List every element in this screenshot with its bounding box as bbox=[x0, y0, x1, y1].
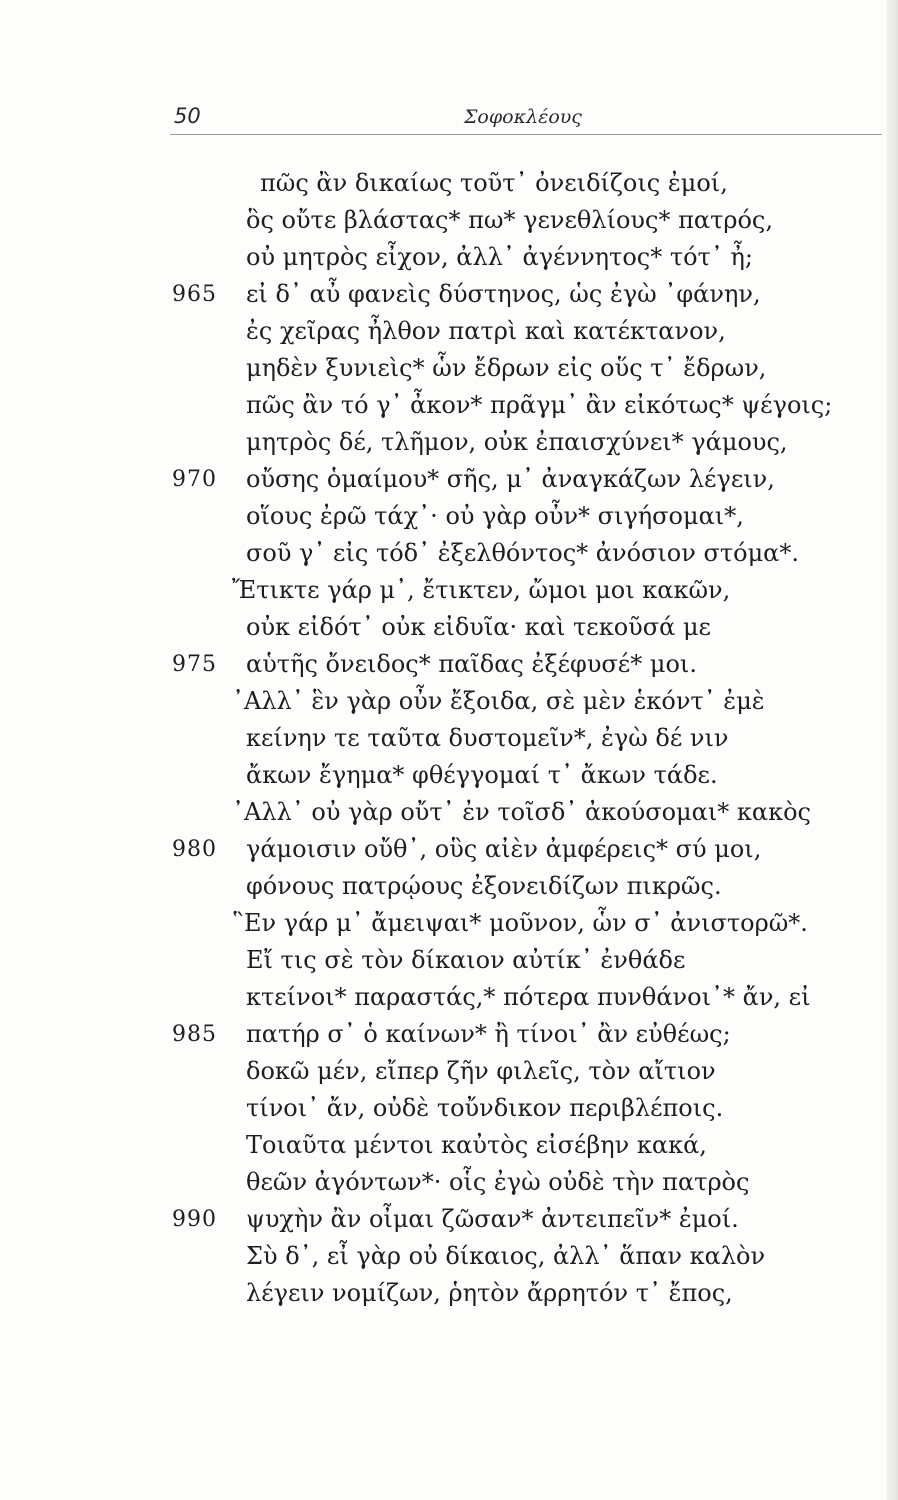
verse-line bbox=[0, 239, 898, 276]
verse-text: ῝Εν γάρ μ᾿ ἄμειψαι* μοῦνον, ὧν σ᾿ ἀνιστορῶ*. bbox=[232, 909, 808, 937]
page-number: 50 bbox=[174, 104, 201, 128]
verse-text: οὐκ εἰδότ᾿ οὐκ εἰδυῖα· καὶ τεκοῦσά με bbox=[246, 613, 711, 641]
verse-line bbox=[0, 1127, 898, 1164]
verse-text: λέγειν νομίζων, ῥητὸν ἄρρητόν τ᾿ ἔπος, bbox=[246, 1279, 733, 1307]
verse-line bbox=[0, 979, 898, 1016]
verse-line bbox=[0, 1201, 898, 1238]
verse-text: οὐ μητρὸς εἶχον, ἀλλ᾿ ἀγέννητος* τότ᾿ ἦ; bbox=[246, 243, 753, 271]
verse-line bbox=[0, 720, 898, 757]
verse-line bbox=[0, 757, 898, 794]
verse-line bbox=[0, 1238, 898, 1275]
verse-line bbox=[0, 461, 898, 498]
verse-line bbox=[0, 1275, 898, 1312]
verse-line bbox=[0, 646, 898, 683]
verse-text: σοῦ γ᾿ εἰς τόδ᾿ ἐξελθόντος* ἀνόσιον στόμα*. bbox=[246, 539, 800, 567]
verse-line bbox=[0, 202, 898, 239]
verse-text: φόνους πατρῴους ἐξονειδίζων πικρῶς. bbox=[246, 872, 722, 900]
line-number: 970 bbox=[172, 467, 217, 492]
verse-line bbox=[0, 868, 898, 905]
verse-text: Εἴ τις σὲ τὸν δίκαιον αὐτίκ᾿ ἐνθάδε bbox=[246, 946, 686, 974]
verse-text: αὑτῆς ὄνειδος* παῖδας ἐξέφυσέ* μοι. bbox=[246, 650, 697, 678]
verse-line bbox=[0, 831, 898, 868]
verse-line bbox=[0, 609, 898, 646]
line-number: 980 bbox=[172, 837, 217, 862]
verse-text: οἵους ἐρῶ τάχ᾿· οὐ γὰρ οὖν* σιγήσομαι*, bbox=[246, 502, 744, 530]
verse-text: ὃς οὔτε βλάστας* πω* γενεθλίους* πατρός, bbox=[246, 206, 773, 234]
running-title: Σοφοκλέους bbox=[464, 106, 582, 128]
verse-line bbox=[0, 424, 898, 461]
verse-text: κτείνοι* παραστάς,* πότερα πυνθάνοι᾿* ἄν, εἰ bbox=[246, 983, 811, 1011]
verse-text: γάμοισιν οὔθ᾿, οὓς αἰὲν ἀμφέρεις* σύ μοι, bbox=[246, 835, 762, 863]
verse-line bbox=[0, 535, 898, 572]
verse-text: πῶς ἂν δικαίως τοῦτ᾿ ὀνειδίζοις ἐμοί, bbox=[260, 169, 728, 197]
verse-text: κείνην τε ταῦτα δυστομεῖν*, ἐγὼ δέ νιν bbox=[246, 724, 729, 752]
header-rule bbox=[170, 134, 882, 135]
verse-text: Σὺ δ᾿, εἶ γὰρ οὐ δίκαιος, ἀλλ᾿ ἅπαν καλὸν bbox=[246, 1242, 766, 1270]
verse-text: τίνοι᾿ ἄν, οὐδὲ τοὔνδικον περιβλέποις. bbox=[246, 1094, 724, 1122]
verse-text: μητρὸς δέ, τλῆμον, οὐκ ἐπαισχύνει* γάμους, bbox=[246, 428, 788, 456]
verse-line bbox=[0, 1090, 898, 1127]
verse-line bbox=[0, 942, 898, 979]
verse-text: Τοιαῦτα μέντοι καὐτὸς εἰσέβην κακά, bbox=[246, 1131, 707, 1159]
verse-line bbox=[0, 572, 898, 609]
verse-text: ᾿Αλλ᾿ οὐ γὰρ οὔτ᾿ ἐν τοῖσδ᾿ ἀκούσομαι* κακὸς bbox=[232, 798, 811, 826]
verse-text: ἐς χεῖρας ἦλθον πατρὶ καὶ κατέκτανον, bbox=[246, 317, 726, 345]
verse-line bbox=[0, 498, 898, 535]
verse-text: θεῶν ἀγόντων*· οἷς ἐγὼ οὐδὲ τὴν πατρὸς bbox=[246, 1168, 750, 1196]
verse-line bbox=[0, 905, 898, 942]
verse-line bbox=[0, 1053, 898, 1090]
verse-text: ᾿Αλλ᾿ ἓν γὰρ οὖν ἔξοιδα, σὲ μὲν ἑκόντ᾿ ἐμὲ bbox=[232, 687, 765, 715]
verse-text: πῶς ἂν τό γ᾿ ἆκον* πρᾶγμ᾿ ἂν εἰκότως* ψέγοις; bbox=[246, 391, 833, 419]
verse-line bbox=[0, 1016, 898, 1053]
verse-line bbox=[0, 276, 898, 313]
verse-line bbox=[0, 313, 898, 350]
verse-line bbox=[0, 350, 898, 387]
verse-text: οὔσης ὁμαίμου* σῆς, μ᾿ ἀναγκάζων λέγειν, bbox=[246, 465, 775, 493]
verse-line bbox=[0, 794, 898, 831]
verse-text: εἰ δ᾿ αὖ φανεὶς δύστηνος, ὡς ἐγὼ ᾿φάνην, bbox=[246, 280, 761, 308]
verse-text: ἄκων ἔγημα* φθέγγομαί τ᾿ ἄκων τάδε. bbox=[246, 761, 718, 789]
line-number: 990 bbox=[172, 1207, 217, 1232]
line-number: 985 bbox=[172, 1022, 217, 1047]
line-number: 965 bbox=[172, 282, 217, 307]
verse-line bbox=[0, 387, 898, 424]
verse-text: Ἔτικτε γάρ μ᾿, ἔτικτεν, ὤμοι μοι κακῶν, bbox=[232, 576, 731, 604]
verse-line bbox=[0, 683, 898, 720]
line-number: 975 bbox=[172, 652, 217, 677]
verse-text-block bbox=[0, 165, 898, 1312]
verse-text: ψυχὴν ἂν οἶμαι ζῶσαν* ἀντειπεῖν* ἐμοί. bbox=[246, 1205, 739, 1233]
verse-text: μηδὲν ξυνιεὶς* ὧν ἔδρων εἰς οὕς τ᾿ ἔδρων, bbox=[246, 354, 767, 382]
page-header bbox=[174, 104, 880, 136]
verse-line bbox=[0, 165, 898, 202]
verse-line bbox=[0, 1164, 898, 1201]
verse-text: πατήρ σ᾿ ὁ καίνων* ἢ τίνοι᾿ ἂν εὐθέως; bbox=[246, 1020, 731, 1048]
verse-text: δοκῶ μέν, εἴπερ ζῆν φιλεῖς, τὸν αἴτιον bbox=[246, 1057, 716, 1085]
